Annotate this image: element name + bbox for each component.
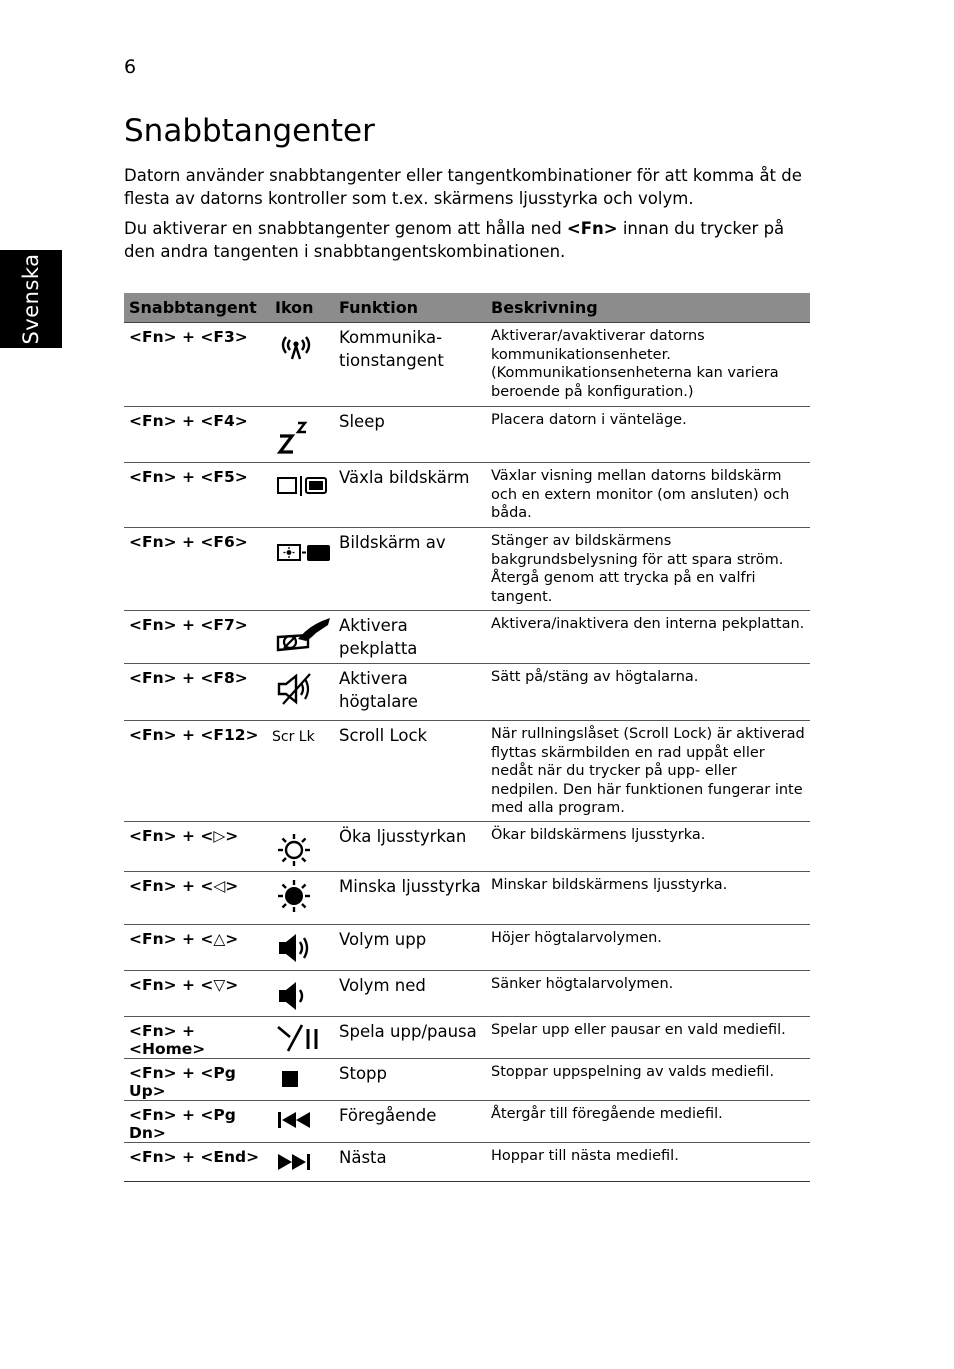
function-description: Sänker högtalarvolymen. bbox=[486, 971, 810, 1017]
function-name: Sleep bbox=[334, 407, 486, 463]
play-pause-icon bbox=[270, 1023, 334, 1053]
table-row bbox=[124, 611, 810, 664]
hotkey-combination: <Fn> + <▽> bbox=[124, 971, 270, 1017]
table-row bbox=[124, 822, 810, 872]
function-name: Volym upp bbox=[334, 925, 486, 971]
function-description: Stoppar uppspelning av valds mediefil. bbox=[486, 1059, 810, 1101]
page-title: Snabbtangenter bbox=[124, 113, 375, 149]
function-description: Aktiverar/avaktiverar datorns kommunikationsenheter. (Kommunikationsenheterna kan variera beroende på konfiguration.) bbox=[486, 323, 810, 407]
function-description: Höjer högtalarvolymen. bbox=[486, 925, 810, 971]
table-row bbox=[124, 1101, 810, 1143]
function-description: Ökar bildskärmens ljusstyrka. bbox=[486, 822, 810, 872]
hotkey-combination: <Fn> + <F6> bbox=[124, 528, 270, 611]
header-description: Beskrivning bbox=[486, 293, 810, 323]
header-function: Funktion bbox=[334, 293, 486, 323]
icon-cell bbox=[270, 1143, 334, 1182]
function-name: Minska ljusstyrka bbox=[334, 872, 486, 925]
intro-paragraph-1: Datorn använder snabbtangenter eller tangentkombinationer för att komma åt de flesta av datorns kontroller som t.ex. skärmens ljusstyrka och volym. bbox=[124, 166, 802, 208]
display-toggle-icon bbox=[270, 475, 334, 497]
hotkey-combination: <Fn> + <▷> bbox=[124, 822, 270, 872]
icon-cell bbox=[270, 971, 334, 1017]
language-side-tab bbox=[0, 250, 62, 348]
sleep-icon bbox=[270, 419, 334, 455]
hotkey-combination: <Fn> + <F12> bbox=[124, 721, 270, 822]
hotkeys-table bbox=[124, 293, 810, 1182]
hotkey-combination: <Fn> + <Pg Dn> bbox=[124, 1101, 270, 1143]
volume-down-icon bbox=[270, 979, 334, 1013]
header-icon: Ikon bbox=[270, 293, 334, 323]
speaker-toggle-icon bbox=[270, 672, 334, 706]
hotkey-combination: <Fn> + <F5> bbox=[124, 463, 270, 528]
table-row bbox=[124, 721, 810, 822]
table-row bbox=[124, 1059, 810, 1101]
table-row bbox=[124, 528, 810, 611]
icon-cell bbox=[270, 1101, 334, 1143]
function-description: Placera datorn i vänteläge. bbox=[486, 407, 810, 463]
icon-cell bbox=[270, 664, 334, 721]
function-description: Minskar bildskärmens ljusstyrka. bbox=[486, 872, 810, 925]
icon-cell bbox=[270, 1017, 334, 1059]
header-hotkey: Snabbtangent bbox=[124, 293, 270, 323]
icon-cell bbox=[270, 528, 334, 611]
function-name: Volym ned bbox=[334, 971, 486, 1017]
next-icon bbox=[270, 1151, 334, 1173]
icon-cell bbox=[270, 721, 334, 822]
function-description: Aktivera/inaktivera den interna pekplattan. bbox=[486, 611, 810, 664]
hotkey-combination: <Fn> + <F7> bbox=[124, 611, 270, 664]
fn-key-label: <Fn> bbox=[566, 219, 618, 238]
icon-cell bbox=[270, 463, 334, 528]
table-row bbox=[124, 463, 810, 528]
volume-up-icon bbox=[270, 931, 334, 965]
brightness-up-icon bbox=[270, 832, 334, 868]
icon-cell bbox=[270, 925, 334, 971]
function-name: Aktivera högtalare bbox=[334, 664, 486, 721]
function-name: Kommunika- tionstangent bbox=[334, 323, 486, 407]
icon-cell bbox=[270, 822, 334, 872]
function-description: Växlar visning mellan datorns bildskärm och en extern monitor (om ansluten) och båda. bbox=[486, 463, 810, 528]
hotkey-combination: <Fn> + <Home> bbox=[124, 1017, 270, 1059]
intro-text-before: Du aktiverar en snabbtangenter genom att hålla ned bbox=[124, 219, 567, 238]
scroll-lock-icon: Scr Lk bbox=[272, 729, 315, 745]
function-description: Återgår till föregående mediefil. bbox=[486, 1101, 810, 1143]
hotkey-combination: <Fn> + <End> bbox=[124, 1143, 270, 1182]
table-row bbox=[124, 925, 810, 971]
function-name: Nästa bbox=[334, 1143, 486, 1182]
hotkey-combination: <Fn> + <F3> bbox=[124, 323, 270, 407]
icon-cell bbox=[270, 872, 334, 925]
table-row bbox=[124, 664, 810, 721]
function-description: Stänger av bildskärmens bakgrundsbelysning för att spara ström. Återgå genom att trycka på en valfri tangent. bbox=[486, 528, 810, 611]
table-row bbox=[124, 971, 810, 1017]
touchpad-toggle-icon bbox=[270, 615, 334, 655]
table-row bbox=[124, 1143, 810, 1182]
brightness-down-icon bbox=[270, 878, 334, 914]
page-number: 6 bbox=[124, 56, 137, 78]
function-description: Spelar upp eller pausar en vald mediefil. bbox=[486, 1017, 810, 1059]
intro-text-after: innan du trycker på den andra tangenten i snabbtangentskombinationen. bbox=[124, 219, 785, 261]
function-name: Växla bildskärm bbox=[334, 463, 486, 528]
function-name: Spela upp/pausa bbox=[334, 1017, 486, 1059]
previous-icon bbox=[270, 1109, 334, 1131]
function-name: Bildskärm av bbox=[334, 528, 486, 611]
hotkey-combination: <Fn> + <Pg Up> bbox=[124, 1059, 270, 1101]
hotkey-combination: <Fn> + <△> bbox=[124, 925, 270, 971]
language-side-tab-label: Svenska bbox=[19, 253, 43, 345]
function-name: Öka ljusstyrkan bbox=[334, 822, 486, 872]
display-off-icon bbox=[270, 542, 334, 564]
table-row bbox=[124, 323, 810, 407]
function-name: Scroll Lock bbox=[334, 721, 486, 822]
hotkey-combination: <Fn> + <F4> bbox=[124, 407, 270, 463]
icon-cell bbox=[270, 1059, 334, 1101]
function-name: Aktivera pekplatta bbox=[334, 611, 486, 664]
table-row bbox=[124, 407, 810, 463]
function-description: När rullningslåset (Scroll Lock) är aktiverad flyttas skärmbilden en rad uppåt eller nedåt när du trycker på upp- eller nedpilen. Den här funktionen fungerar inte med alla program. bbox=[486, 721, 810, 822]
stop-icon bbox=[270, 1067, 334, 1091]
icon-cell bbox=[270, 407, 334, 463]
hotkey-combination: <Fn> + <◁> bbox=[124, 872, 270, 925]
table-row bbox=[124, 1017, 810, 1059]
wireless-icon bbox=[270, 331, 334, 361]
function-name: Stopp bbox=[334, 1059, 486, 1101]
function-name: Föregående bbox=[334, 1101, 486, 1143]
table-header-row bbox=[124, 293, 810, 323]
intro-paragraph-2 bbox=[124, 217, 814, 263]
icon-cell bbox=[270, 611, 334, 664]
function-description: Hoppar till nästa mediefil. bbox=[486, 1143, 810, 1182]
hotkey-combination: <Fn> + <F8> bbox=[124, 664, 270, 721]
table-row bbox=[124, 872, 810, 925]
function-description: Sätt på/stäng av högtalarna. bbox=[486, 664, 810, 721]
icon-cell bbox=[270, 323, 334, 407]
